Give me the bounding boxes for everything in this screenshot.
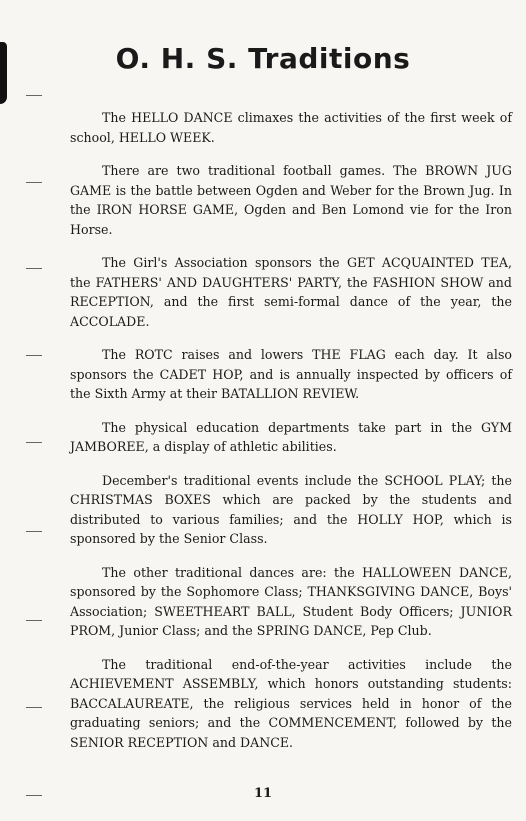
paragraph-football-games: There are two traditional football games. The BROWN JUG GAME is the battle between Ogden and Weber for the Brown Jug. In the IRON HORSE GAME, Ogden and Ben Lomond vie for the Iron Horse. [70,163,512,237]
paragraph-traditional-dances: The other traditional dances are: the HALLOWEEN DANCE, sponsored by the Sophomore Class; THANKSGIVING DANCE, Boys' Association; SWEETHEART BALL, Student Body Officers; JUNIOR PROM, Junior Class; and the SPRING DANCE, Pep Club. [70,564,512,638]
body-text [70,108,512,766]
margin-mark [26,442,42,443]
paragraph-december-events: December's traditional events include the SCHOOL PLAY; the CHRISTMAS BOXES which are packed by the students and distributed to various families; and the HOLLY HOP, which is sponsored by the Senior Class. [70,472,512,546]
margin-mark [26,707,42,708]
margin-mark [26,795,42,796]
paragraph-girls-association: The Girl's Association sponsors the GET ACQUAINTED TEA, the FATHERS' AND DAUGHTERS' PARTY, the FASHION SHOW and RECEPTION, and the first semi-formal dance of the year, the ACCOLADE. [70,255,512,329]
page-title: O. H. S. Traditions [115,42,411,75]
margin-mark [26,95,42,96]
margin-mark [26,268,42,269]
margin-mark [26,531,42,532]
paragraph-rotc: The ROTC raises and lowers THE FLAG each day. It also sponsors the CADET HOP, and is annually inspected by officers of the Sixth Army at their BATALLION REVIEW. [70,347,512,401]
margin-mark [26,620,42,621]
paragraph-end-of-year: The traditional end-of-the-year activities include the ACHIEVEMENT ASSEMBLY, which honors outstanding students: BACCALAUREATE, the religious services held in honor of the graduating seniors; and the COMMENCEMENT, followed by the SENIOR RECEPTION and DANCE. [70,656,512,750]
margin-mark [26,355,42,356]
margin-mark [26,182,42,183]
paragraph-hello-dance: The HELLO DANCE climaxes the activities of the first week of school, HELLO WEEK. [70,110,512,145]
paragraph-physical-education: The physical education departments take part in the GYM JAMBOREE, a display of athletic abilities. [70,419,512,454]
page-number: 11 [253,786,273,801]
